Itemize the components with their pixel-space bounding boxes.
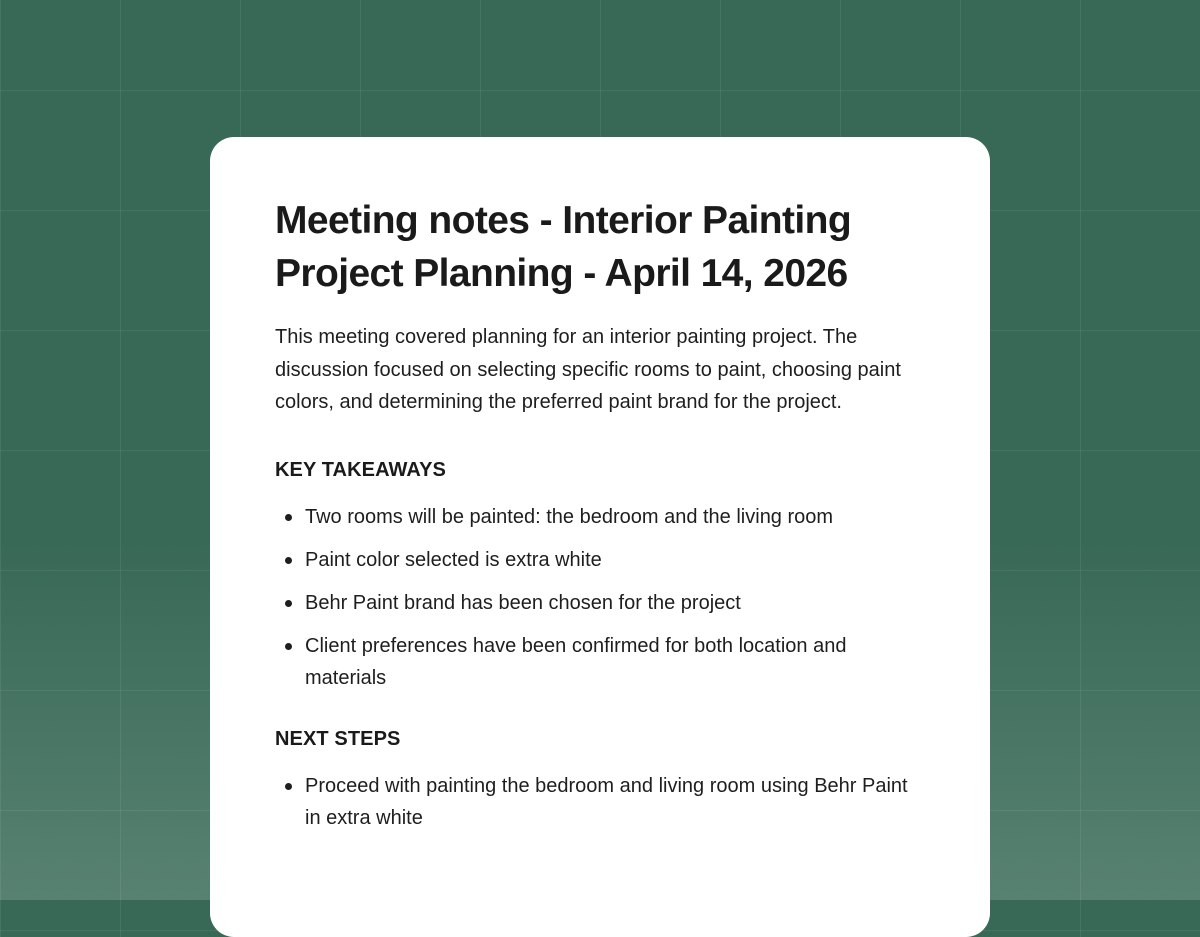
key-takeaways-list: [275, 501, 925, 695]
bullet-icon: [285, 783, 292, 790]
next-steps-list: [275, 770, 925, 835]
meeting-summary: This meeting covered planning for an interior painting project. The discussion focused on selecting specific rooms to paint, choosing paint colors, and determining the preferred paint brand for the project.: [275, 326, 901, 413]
next-steps-heading: NEXT STEPS: [275, 727, 401, 750]
list-item-text: Two rooms will be painted: the bedroom and the living room: [305, 505, 834, 528]
bullet-icon: [285, 643, 292, 650]
page-title: Meeting notes - Interior Painting Project Planning - April 14, 2026: [275, 199, 852, 295]
bullet-icon: [285, 600, 292, 607]
list-item-text: Client preferences have been confirmed for both location and materials: [305, 634, 847, 689]
list-item: [275, 630, 925, 695]
list-item: [275, 501, 925, 534]
key-takeaways-heading: KEY TAKEAWAYS: [275, 458, 446, 481]
bullet-icon: [285, 557, 292, 564]
meeting-notes-card: [210, 137, 990, 937]
list-item: [275, 770, 925, 835]
list-item: [275, 587, 925, 620]
list-item-text: Behr Paint brand has been chosen for the project: [305, 591, 741, 614]
list-item: [275, 544, 925, 577]
list-item-text: Proceed with painting the bedroom and living room using Behr Paint in extra white: [305, 774, 908, 829]
bullet-icon: [285, 514, 292, 521]
list-item-text: Paint color selected is extra white: [305, 548, 602, 571]
